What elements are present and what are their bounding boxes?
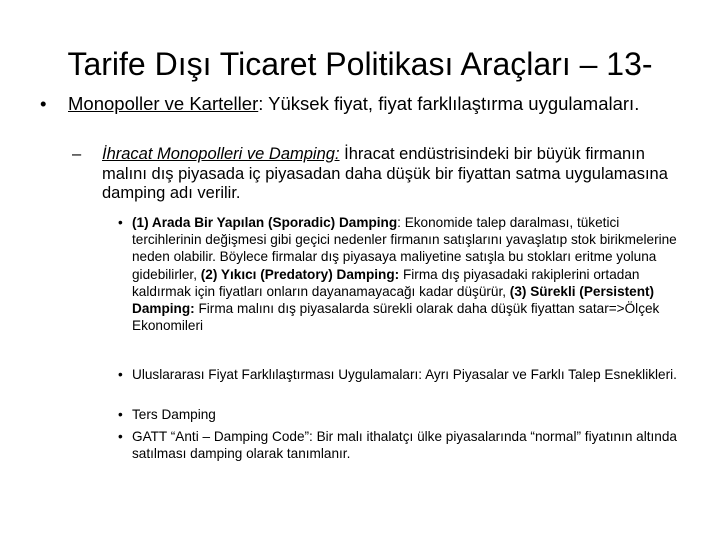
predatory-damping-text: Firma dış piyasadaki rakiplerini ortadan kaldırmak için fiyatları onların dayanamayacağı kadar düşürür, <box>132 266 640 299</box>
slide-title: Tarife Dışı Ticaret Politikası Araçları – 13- <box>67 46 653 82</box>
bullet-icon: • <box>118 367 123 382</box>
persistent-damping-label: (3) Sürekli (Persistent) Damping: <box>132 283 655 317</box>
bullet-level1-lead: Monopoller ve Karteller <box>68 93 259 114</box>
dash-icon: – <box>72 145 82 163</box>
bullet-level3-damping-types <box>118 214 686 334</box>
bullet-icon: • <box>118 215 123 230</box>
bullet-level3-price-discrimination <box>118 366 686 383</box>
predatory-damping-label: (2) Yıkıcı (Predatory) Damping: <box>200 266 400 282</box>
damping-types-text <box>132 214 686 334</box>
sporadic-damping-label: (1) Arada Bir Yapılan (Sporadic) Damping <box>132 215 398 230</box>
sporadic-damping-text: : Ekonomide talep daralması, tüketici tercihlerinin değişmesi gibi geçici nedenler firmanın satışlarını yavaşlatıp stok birikmelerine neden olabilir. Böylece firmalar dış piyasaya maliyetine satışla bu stokları eritme yoluna gidebilirler, <box>132 215 677 282</box>
bullet-level2 <box>72 145 692 204</box>
bullet-level1-body: : Yüksek fiyat, fiyat farklılaştırma uygulamaları. <box>258 93 640 114</box>
gatt-text: GATT “Anti – Damping Code”: Bir malı ithalatçı ülke piyasalarında “normal” fiyatının altında satılması damping olarak tanımlanır. <box>132 429 677 462</box>
bullet-level3-gatt <box>118 428 686 462</box>
bullet-level1-text <box>68 93 680 114</box>
bullet-level2-body: İhracat endüstrisindeki bir büyük firmanın malını dış piyasada iç piyasadan daha düşük bir fiyattan satma uygulamasına damping adı verilir. <box>102 145 668 202</box>
persistent-damping-text: Firma malını dış piyasalarda sürekli olarak daha düşük fiyattan satar=>Ölçek Ekonomileri <box>132 301 660 334</box>
bullet-icon: • <box>118 429 123 444</box>
bullet-icon: • <box>118 407 123 422</box>
bullet-level1 <box>40 93 680 114</box>
reverse-damping-text: Ters Damping <box>132 407 216 422</box>
bullet-level3-reverse-damping <box>118 406 686 423</box>
bullet-level2-text <box>102 145 692 204</box>
price-discrimination-text: Uluslararası Fiyat Farklılaştırması Uygulamaları: Ayrı Piyasalar ve Farklı Talep Esneklikleri. <box>132 367 677 382</box>
bullet-icon: • <box>40 93 47 114</box>
bullet-level2-lead: İhracat Monopolleri ve Damping: <box>102 145 340 163</box>
